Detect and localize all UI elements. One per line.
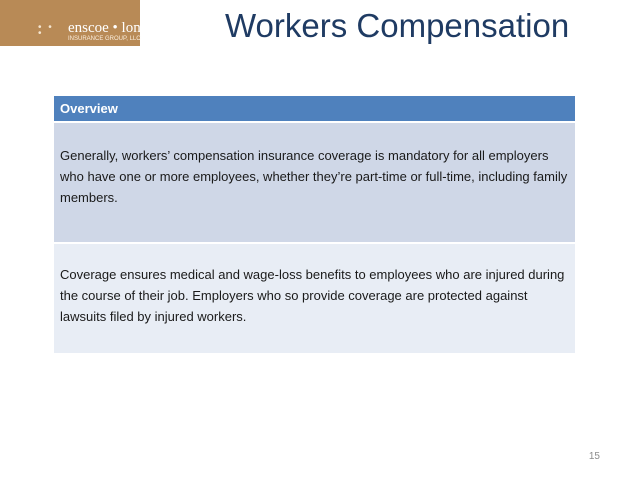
- table-header: Overview: [54, 96, 575, 121]
- logo-dots: • • •: [38, 22, 54, 39]
- table-row: Coverage ensures medical and wage-loss benefits to employees who are injured during the course of their job. Employers who so provide coverage are protected against lawsuits filed by injured workers.: [54, 242, 575, 353]
- company-logo: [0, 0, 149, 46]
- page-number: 15: [588, 451, 600, 462]
- logo-subtitle: INSURANCE GROUP, LLC: [68, 36, 141, 42]
- logo-name: enscoe • long: [68, 20, 149, 36]
- slide-title: Workers Compensation: [225, 7, 570, 44]
- overview-table: [54, 96, 575, 353]
- table-row: Generally, workers’ compensation insurance coverage is mandatory for all employers who have one or more employees, whether they’re part-time or full-time, including family members.: [54, 121, 575, 242]
